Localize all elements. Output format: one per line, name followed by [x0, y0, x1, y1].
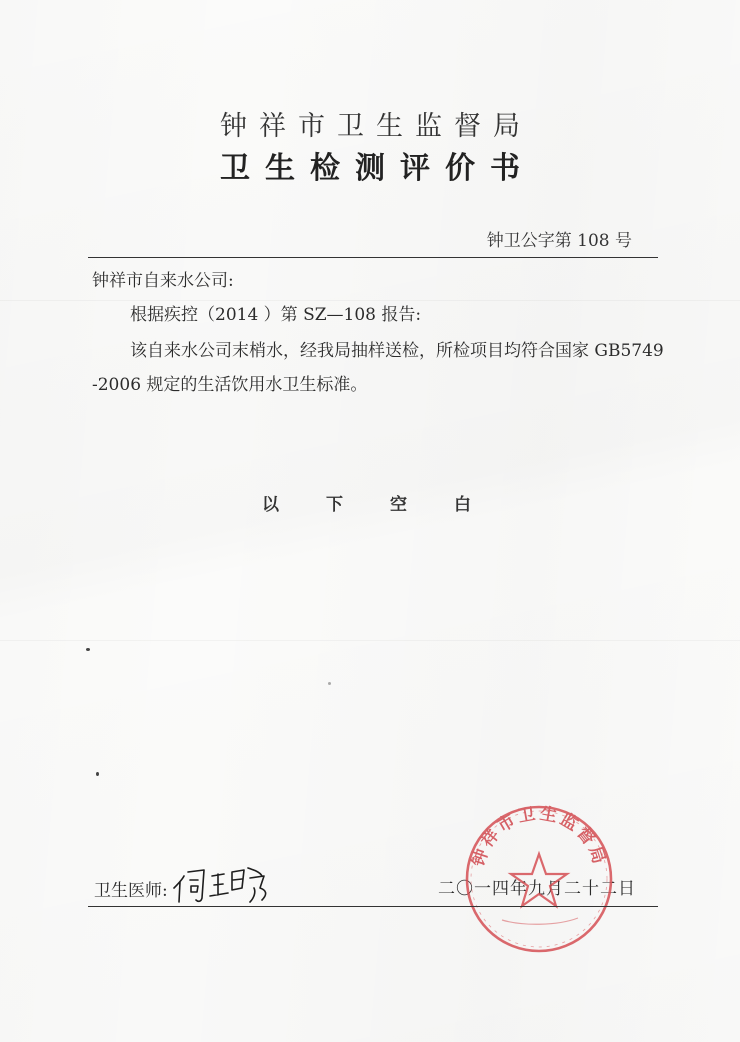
svg-text:钟祥市卫生监督局	[467, 803, 609, 870]
report-reference: 根据疾控（2014 ）第 SZ—108 报告:	[130, 305, 422, 325]
paper-speck	[328, 682, 331, 685]
blank-note-char: 下	[326, 495, 343, 515]
document-number: 钟卫公字第 108 号	[486, 231, 632, 251]
inspection-conclusion: 该自来水公司末梢水，经我局抽样送检，所检项目均符合国家 GB5749 -2006 规定的生活饮用水卫生标准。	[92, 341, 664, 395]
doctor-signature	[170, 858, 280, 908]
blank-note-char: 以	[262, 495, 279, 515]
doctor-label: 卫生医师:	[94, 881, 168, 901]
document-title: 卫生检测评价书	[220, 151, 535, 186]
addressee: 钟祥市自来水公司:	[92, 271, 234, 291]
agency-title: 钟祥市卫生监督局	[220, 111, 532, 142]
paper-crease	[0, 640, 740, 641]
blank-note-char: 空	[390, 495, 407, 515]
official-seal	[462, 802, 616, 956]
paper-speck	[96, 772, 99, 776]
footer-rule	[88, 906, 658, 907]
paper-speck	[86, 648, 90, 651]
issue-date: 二〇一四年九月二十二日	[438, 879, 636, 899]
seal-text: 钟祥市卫生监督局	[468, 803, 610, 870]
blank-note-char: 白	[454, 495, 471, 515]
header-rule	[88, 257, 658, 258]
blank-below-note	[262, 490, 518, 515]
seal-star-icon	[511, 854, 567, 906]
